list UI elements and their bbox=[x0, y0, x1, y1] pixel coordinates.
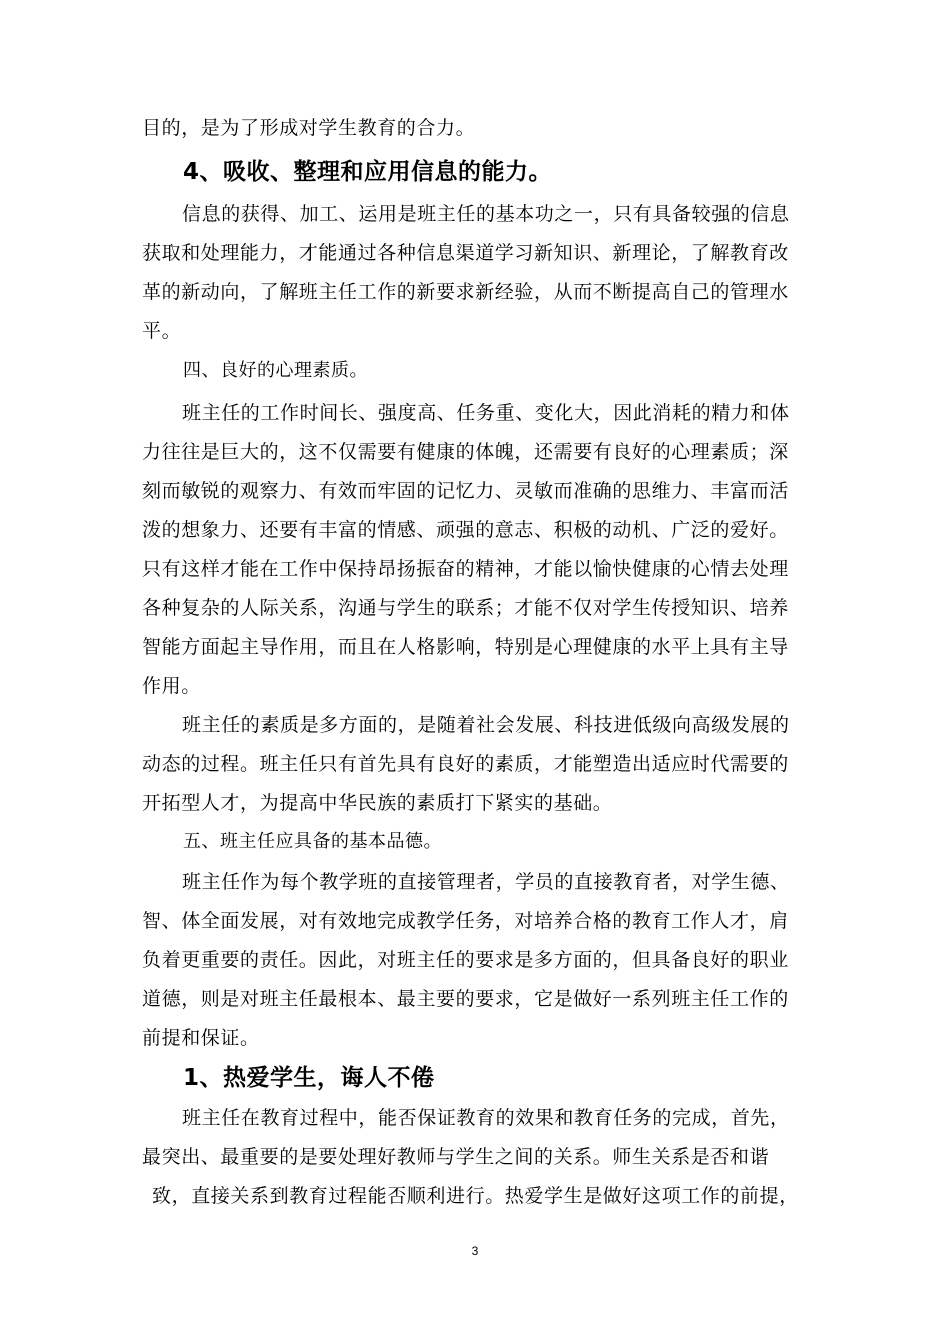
body-text-line: 刻而敏锐的观察力、有效而牢固的记忆力、灵敏而准确的思维力、丰富而活 bbox=[142, 480, 789, 502]
body-text-line: 平。 bbox=[142, 320, 182, 342]
body-text-line: 负着更重要的责任。因此，对班主任的要求是多方面的，但具备良好的职业 bbox=[142, 949, 789, 971]
body-text-line: 智能方面起主导作用，而且在人格影响，特别是心理健康的水平上具有主导 bbox=[142, 636, 789, 658]
body-text-line: 最突出、最重要的是要处理好教师与学生之间的关系。师生关系是否和谐 bbox=[142, 1146, 770, 1168]
body-text-line: 致，直接关系到教育过程能否顺利进行。热爱学生是做好这项工作的前提， bbox=[152, 1185, 799, 1207]
body-text-line: 只有这样才能在工作中保持昂扬振奋的精神，才能以愉快健康的心情去处理 bbox=[142, 558, 789, 580]
section-heading: 1、热爱学生，诲人不倦 bbox=[183, 1065, 435, 1091]
body-text-line: 动态的过程。班主任只有首先具有良好的素质，才能塑造出适应时代需要的 bbox=[142, 753, 789, 775]
body-text-line: 道德，则是对班主任最根本、最主要的要求，它是做好一系列班主任工作的 bbox=[142, 988, 789, 1010]
body-text-line: 作用。 bbox=[142, 675, 201, 697]
body-text-line: 力往往是巨大的，这不仅需要有健康的体魄，还需要有良好的心理素质；深 bbox=[142, 441, 789, 463]
body-text-line: 革的新动向，了解班主任工作的新要求新经验，从而不断提高自己的管理水 bbox=[142, 281, 789, 303]
section-heading: 4、吸收、整理和应用信息的能力。 bbox=[183, 159, 553, 185]
section-heading: 四、良好的心理素质。 bbox=[183, 360, 368, 381]
body-text-line: 获取和处理能力，才能通过各种信息渠道学习新知识、新理论，了解教育改 bbox=[142, 242, 789, 264]
body-text-line: 泼的想象力、还要有丰富的情感、顽强的意志、积极的动机、广泛的爱好。 bbox=[142, 519, 789, 541]
body-text-line: 各种复杂的人际关系，沟通与学生的联系；才能不仅对学生传授知识、培养 bbox=[142, 597, 789, 619]
body-text-line: 目的，是为了形成对学生教育的合力。 bbox=[142, 117, 476, 139]
body-text-line: 班主任的素质是多方面的，是随着社会发展、科技进低级向高级发展的 bbox=[182, 714, 790, 736]
page-number: 3 bbox=[471, 1244, 479, 1258]
body-text-line: 班主任作为每个教学班的直接管理者，学员的直接教育者，对学生德、 bbox=[182, 871, 790, 893]
body-text-line: 班主任在教育过程中，能否保证教育的效果和教育任务的完成，首先， bbox=[182, 1107, 790, 1129]
body-text-line: 开拓型人才，为提高中华民族的素质打下紧实的基础。 bbox=[142, 792, 613, 814]
body-text-line: 班主任的工作时间长、强度高、任务重、变化大，因此消耗的精力和体 bbox=[182, 402, 790, 424]
section-heading: 五、班主任应具备的基本品德。 bbox=[183, 831, 442, 852]
body-text-line: 信息的获得、加工、运用是班主任的基本功之一，只有具备较强的信息 bbox=[182, 203, 790, 225]
body-text-line: 智、体全面发展，对有效地完成教学任务，对培养合格的教育工作人才，肩 bbox=[142, 910, 789, 932]
body-text-line: 前提和保证。 bbox=[142, 1027, 260, 1049]
